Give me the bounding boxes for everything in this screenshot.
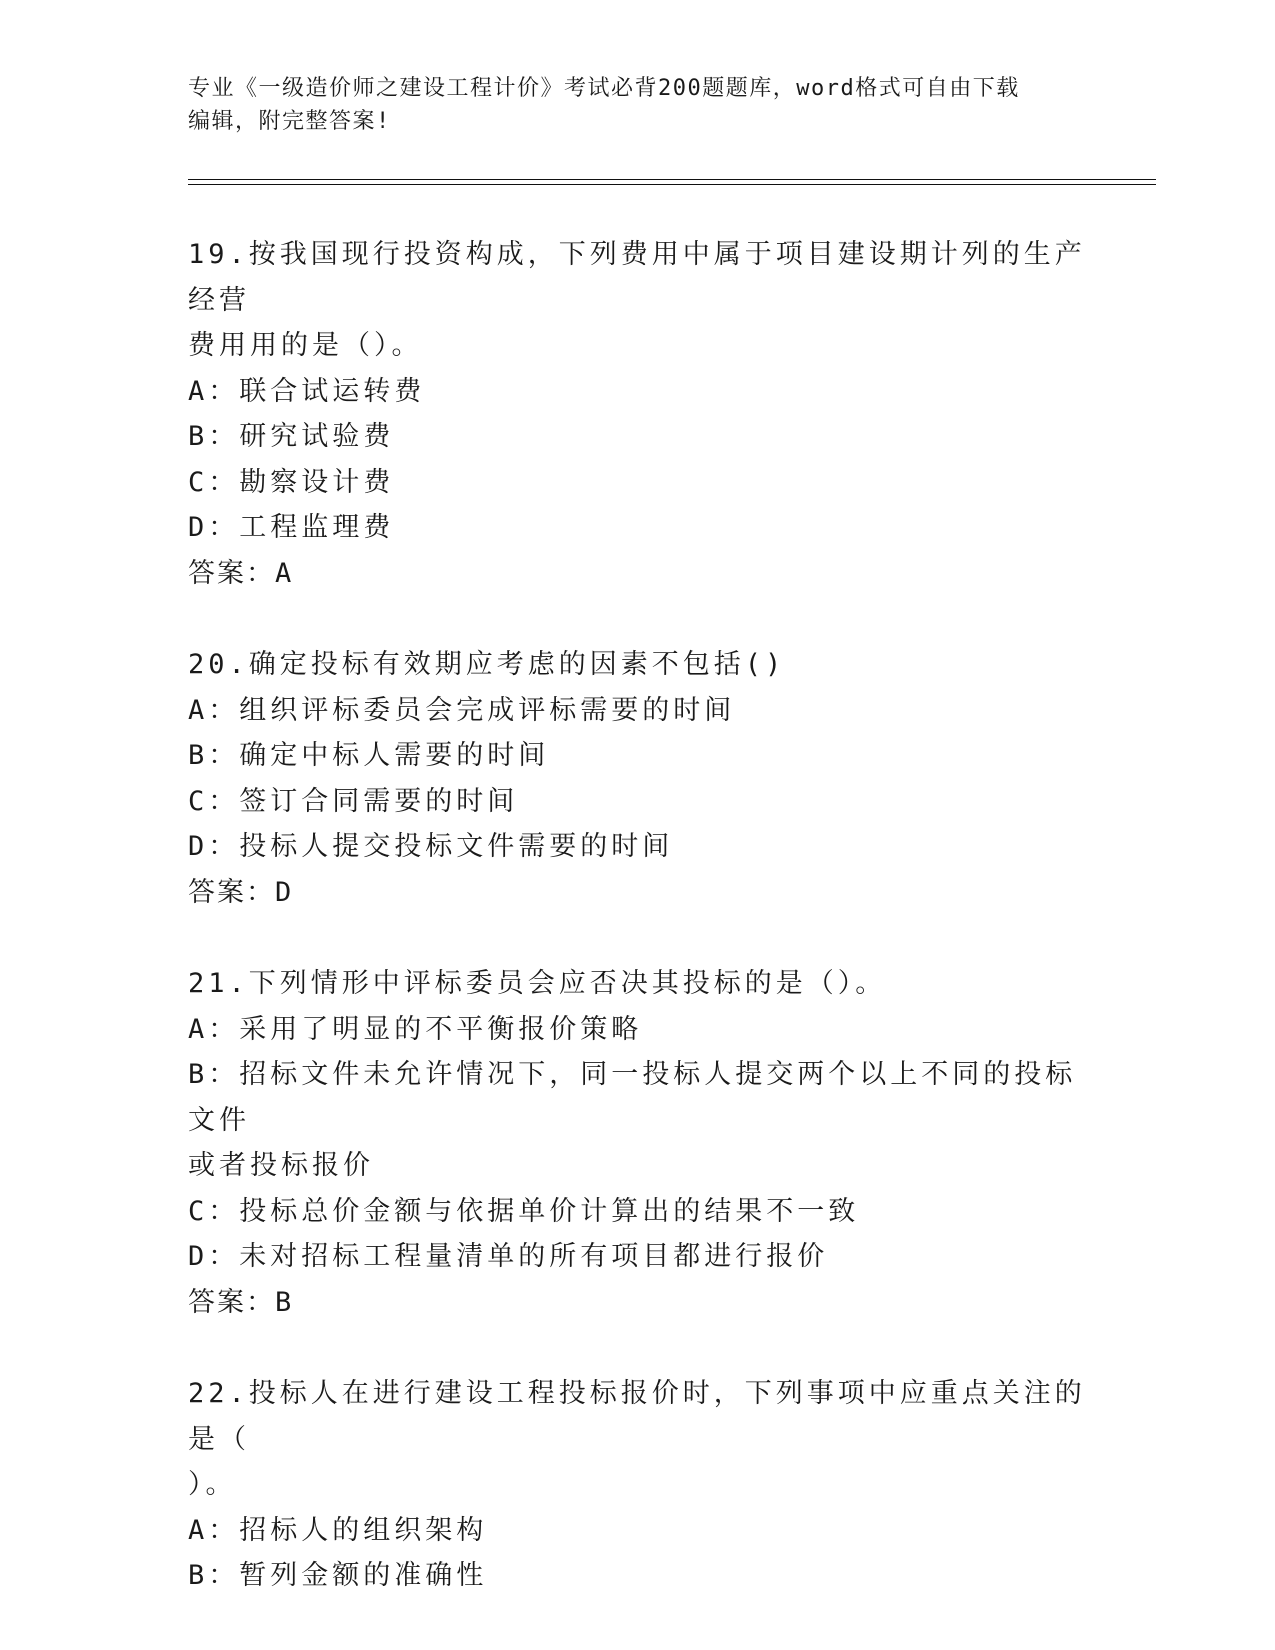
answer-value: A (275, 557, 294, 589)
answer-line (188, 870, 1088, 916)
header-line-2: 编辑，附完整答案! (188, 109, 391, 134)
question-19 (188, 232, 1088, 596)
question-list (188, 232, 1088, 1645)
question-stem: 22.投标人在进行建设工程投标报价时，下列事项中应重点关注的是（ (188, 1378, 1086, 1455)
answer-label: 答案： (188, 876, 275, 908)
answer-line (188, 1280, 1088, 1326)
question-stem: 21.下列情形中评标委员会应否决其投标的是（）。 (188, 968, 887, 999)
answer-value: B (275, 1286, 294, 1318)
question-20 (188, 642, 1088, 915)
option-c: C：勘察设计费 (188, 466, 395, 498)
answer-value: D (275, 876, 294, 908)
header-divider-top (188, 179, 1156, 180)
answer-label: 答案： (188, 1286, 275, 1318)
header-divider-bottom (188, 184, 1156, 185)
option-b: B：研究试验费 (188, 421, 395, 452)
answer-line (188, 551, 1088, 597)
option-d: D：投标人提交投标文件需要的时间 (188, 831, 674, 862)
option-a: A：联合试运转费 (188, 375, 426, 407)
question-stem: 20.确定投标有效期应考虑的因素不包括() (188, 649, 786, 680)
question-stem: ）。 (188, 1469, 237, 1500)
option-b: B：暂列金额的准确性 (188, 1560, 488, 1591)
question-stem: 19.按我国现行投资构成，下列费用中属于项目建设期计列的生产经营 (188, 239, 1086, 316)
option-a: A：采用了明显的不平衡报价策略 (188, 1013, 643, 1045)
header-line-1: 专业《一级造价师之建设工程计价》考试必背200题题库，word格式可自由下载 (188, 76, 1020, 101)
question-21 (188, 961, 1088, 1325)
document-header (188, 72, 1088, 138)
option-a: A：组织评标委员会完成评标需要的时间 (188, 694, 736, 726)
option-b-continued: 或者投标报价 (188, 1150, 374, 1181)
option-c: C：投标总价金额与依据单价计算出的结果不一致 (188, 1195, 860, 1227)
option-d: D：未对招标工程量清单的所有项目都进行报价 (188, 1241, 829, 1272)
question-22 (188, 1371, 1088, 1599)
question-stem: 费用用的是（）。 (188, 330, 423, 361)
option-c: C：签订合同需要的时间 (188, 785, 519, 817)
option-a: A：招标人的组织架构 (188, 1514, 488, 1546)
option-b: B：招标文件未允许情况下，同一投标人提交两个以上不同的投标文件 (188, 1059, 1077, 1136)
answer-label: 答案： (188, 557, 275, 589)
option-b: B：确定中标人需要的时间 (188, 740, 550, 771)
option-d: D：工程监理费 (188, 512, 395, 543)
